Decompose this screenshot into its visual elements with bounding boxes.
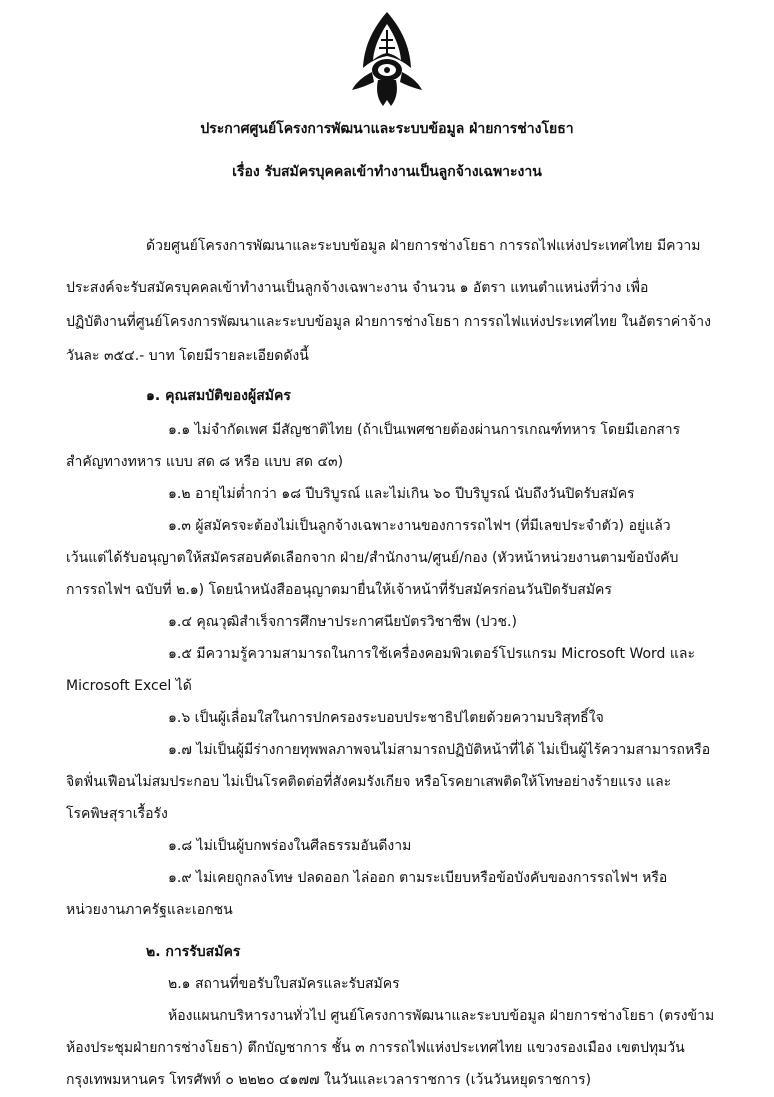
application-line: ห้องแผนกบริหารงานทั่วไป ศูนย์โครงการพัฒนาและระบบข้อมูล ฝ่ายการช่างโยธา (ตรงข้าม: [168, 1008, 715, 1024]
intro-line: วันละ ๓๕๔.- บาท โดยมีรายละเอียดดังนี้: [66, 348, 309, 364]
qualification-line: โรคพิษสุราเรื้อรัง: [66, 806, 168, 822]
qualification-line: จิตฟั่นเฟือนไม่สมประกอบ ไม่เป็นโรคติดต่อที่สังคมรังเกียจ หรือโรคยาเสพติดให้โทษอย่างร้ายแรง และ: [66, 774, 672, 790]
qualification-line: ๑.๑ ไม่จำกัดเพศ มีสัญชาติไทย (ถ้าเป็นเพศชายต้องผ่านการเกณฑ์ทหาร โดยมีเอกสาร: [168, 422, 681, 438]
qualification-line: ๑.๘ ไม่เป็นผู้บกพร่องในศีลธรรมอันดีงาม: [168, 838, 412, 854]
qualification-line: ๑.๙ ไม่เคยถูกลงโทษ ปลดออก ไล่ออก ตามระเบียบหรือข้อบังคับของการรถไฟฯ หรือ: [168, 870, 668, 886]
application-line: ๒.๑ สถานที่ขอรับใบสมัครและรับสมัคร: [168, 976, 400, 992]
qualification-line: ๑.๖ เป็นผู้เลื่อมใสในการปกครองระบอบประชาธิปไตยด้วยความบริสุทธิ์ใจ: [168, 710, 604, 726]
qualification-line: หน่วยงานภาครัฐและเอกชน: [66, 902, 233, 918]
qualification-line: Microsoft Excel ได้: [66, 678, 192, 694]
qualification-line: ๑.๕ มีความรู้ความสามารถในการใช้เครื่องคอมพิวเตอร์โปรแกรม Microsoft Word และ: [168, 646, 696, 662]
intro-line: ปฏิบัติงานที่ศูนย์โครงการพัฒนาและระบบข้อมูล ฝ่ายการช่างโยธา การรถไฟแห่งประเทศไทย ในอัตราค่าจ้าง: [66, 314, 711, 330]
application-line: กรุงเทพมหานคร โทรศัพท์ ๐ ๒๒๒๐ ๔๑๗๗ ในวันและเวลาราชการ (เว้นวันหยุดราชการ): [66, 1072, 592, 1088]
section2-heading: ๒. การรับสมัคร: [146, 944, 241, 960]
state-railway-emblem-icon: [350, 10, 424, 110]
qualification-line: ๑.๗ ไม่เป็นผู้มีร่างกายทุพพลภาพจนไม่สามารถปฏิบัติหน้าที่ได้ ไม่เป็นผู้ไร้ความสามารถหรือ: [168, 742, 711, 758]
qualification-line: สำคัญทางทหาร แบบ สด ๘ หรือ แบบ สด ๔๓): [66, 454, 344, 470]
section1-heading: ๑. คุณสมบัติของผู้สมัคร: [146, 388, 291, 404]
announcement-subject: เรื่อง รับสมัครบุคคลเข้าทำงานเป็นลูกจ้างเฉพาะงาน: [232, 164, 542, 180]
application-line: ห้องประชุมฝ่ายการช่างโยธา) ตึกบัญชาการ ชั้น ๓ การรถไฟแห่งประเทศไทย แขวงรองเมือง เขตปทุมวัน: [66, 1040, 685, 1056]
intro-line: ด้วยศูนย์โครงการพัฒนาและระบบข้อมูล ฝ่ายการช่างโยธา การรถไฟแห่งประเทศไทย มีความ: [146, 238, 701, 254]
qualification-line: ๑.๒ อายุไม่ต่ำกว่า ๑๘ ปีบริบูรณ์ และไม่เกิน ๖๐ ปีบริบูรณ์ นับถึงวันปิดรับสมัคร: [168, 486, 635, 502]
qualification-line: การรถไฟฯ ฉบับที่ ๒.๑) โดยนำหนังสืออนุญาตมายื่นให้เจ้าหน้าที่รับสมัครก่อนวันปิดรับสมัคร: [66, 582, 612, 598]
announcement-title: ประกาศศูนย์โครงการพัฒนาและระบบข้อมูล ฝ่ายการช่างโยธา: [200, 121, 574, 137]
intro-line: ประสงค์จะรับสมัครบุคคลเข้าทำงานเป็นลูกจ้างเฉพาะงาน จำนวน ๑ อัตรา แทนตำแหน่งที่ว่าง เพื่อ: [66, 280, 649, 296]
qualification-line: ๑.๔ คุณวุฒิสำเร็จการศึกษาประกาศนียบัตรวิชาชีพ (ปวช.): [168, 614, 517, 630]
qualification-line: เว้นแต่ได้รับอนุญาตให้สมัครสอบคัดเลือกจาก ฝ่าย/สำนักงาน/ศูนย์/กอง (หัวหน้าหน่วยงานตามข้อบังคับ: [66, 550, 679, 566]
qualification-line: ๑.๓ ผู้สมัครจะต้องไม่เป็นลูกจ้างเฉพาะงานของการรถไฟฯ (ที่มีเลขประจำตัว) อยู่แล้ว: [168, 518, 671, 534]
